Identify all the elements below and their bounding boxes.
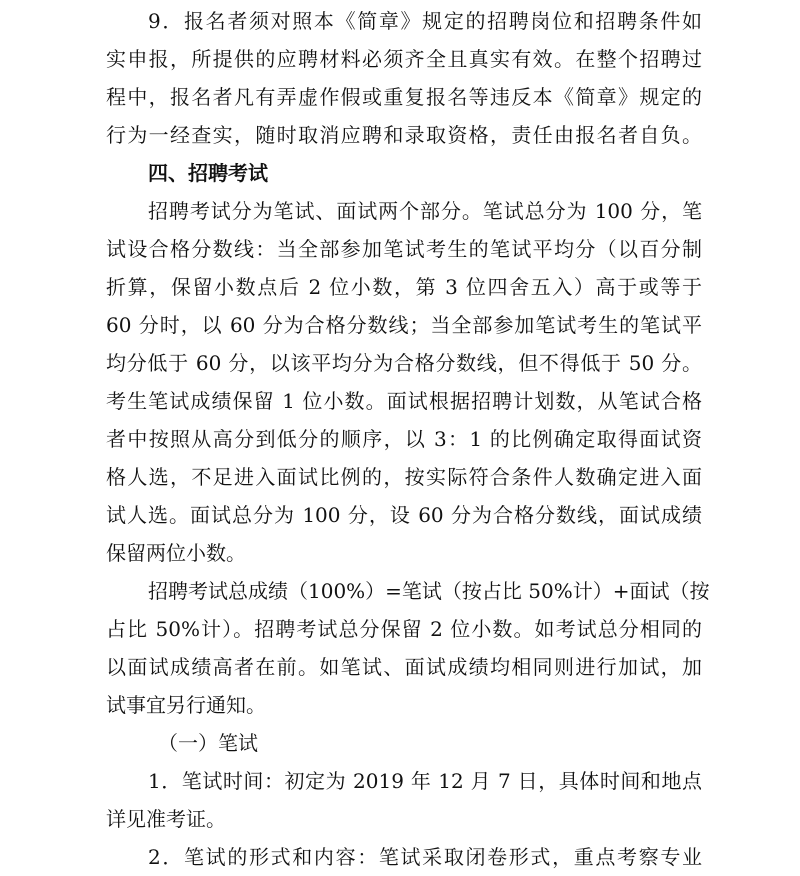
paragraph-line: 以面试成绩高者在前。如笔试、面试成绩均相同则进行加试，加 [106,655,702,679]
paragraph-line: 行为一经查实，随时取消应聘和录取资格，责任由报名者自负。 [106,123,702,147]
paragraph-line: 格人选，不足进入面试比例的，按实际符合条件人数确定进入面 [106,465,702,489]
paragraph-line: 招聘考试分为笔试、面试两个部分。笔试总分为 100 分，笔 [148,199,702,223]
paragraph-line: 2．笔试的形式和内容：笔试采取闭卷形式，重点考察专业 [148,845,702,869]
paragraph-line: 实申报，所提供的应聘材料必须齐全且真实有效。在整个招聘过 [106,47,702,71]
paragraph-line: 9．报名者须对照本《简章》规定的招聘岗位和招聘条件如 [148,9,702,33]
paragraph-line: 均分低于 60 分，以该平均分为合格分数线，但不得低于 50 分。 [106,351,702,375]
section-heading: 四、招聘考试 [148,161,268,185]
subsection-heading: （一）笔试 [158,731,258,755]
paragraph-line: 试人选。面试总分为 100 分，设 60 分为合格分数线，面试成绩 [106,503,702,527]
paragraph-line: 1．笔试时间：初定为 2019 年 12 月 7 日，具体时间和地点 [148,769,702,793]
paragraph-line: 保留两位小数。 [106,541,246,565]
paragraph-line: 60 分时，以 60 分为合格分数线；当全部参加笔试考生的笔试平 [106,313,702,337]
paragraph-line: 折算，保留小数点后 2 位小数，第 3 位四舍五入）高于或等于 [106,275,702,299]
paragraph-line: 试设合格分数线：当全部参加笔试考生的笔试平均分（以百分制 [106,237,702,261]
paragraph-line: 试事宜另行通知。 [106,693,266,717]
paragraph-line: 招聘考试总成绩（100%）=笔试（按占比 50%计）+面试（按 [148,579,710,603]
paragraph-line: 占比 50%计）。招聘考试总分保留 2 位小数。如考试总分相同的 [106,617,702,641]
paragraph-line: 程中，报名者凡有弄虚作假或重复报名等违反本《简章》规定的 [106,85,702,109]
paragraph-line: 者中按照从高分到低分的顺序，以 3：1 的比例确定取得面试资 [106,427,702,451]
paragraph-line: 详见准考证。 [106,807,226,831]
paragraph-line: 考生笔试成绩保留 1 位小数。面试根据招聘计划数，从笔试合格 [106,389,702,413]
